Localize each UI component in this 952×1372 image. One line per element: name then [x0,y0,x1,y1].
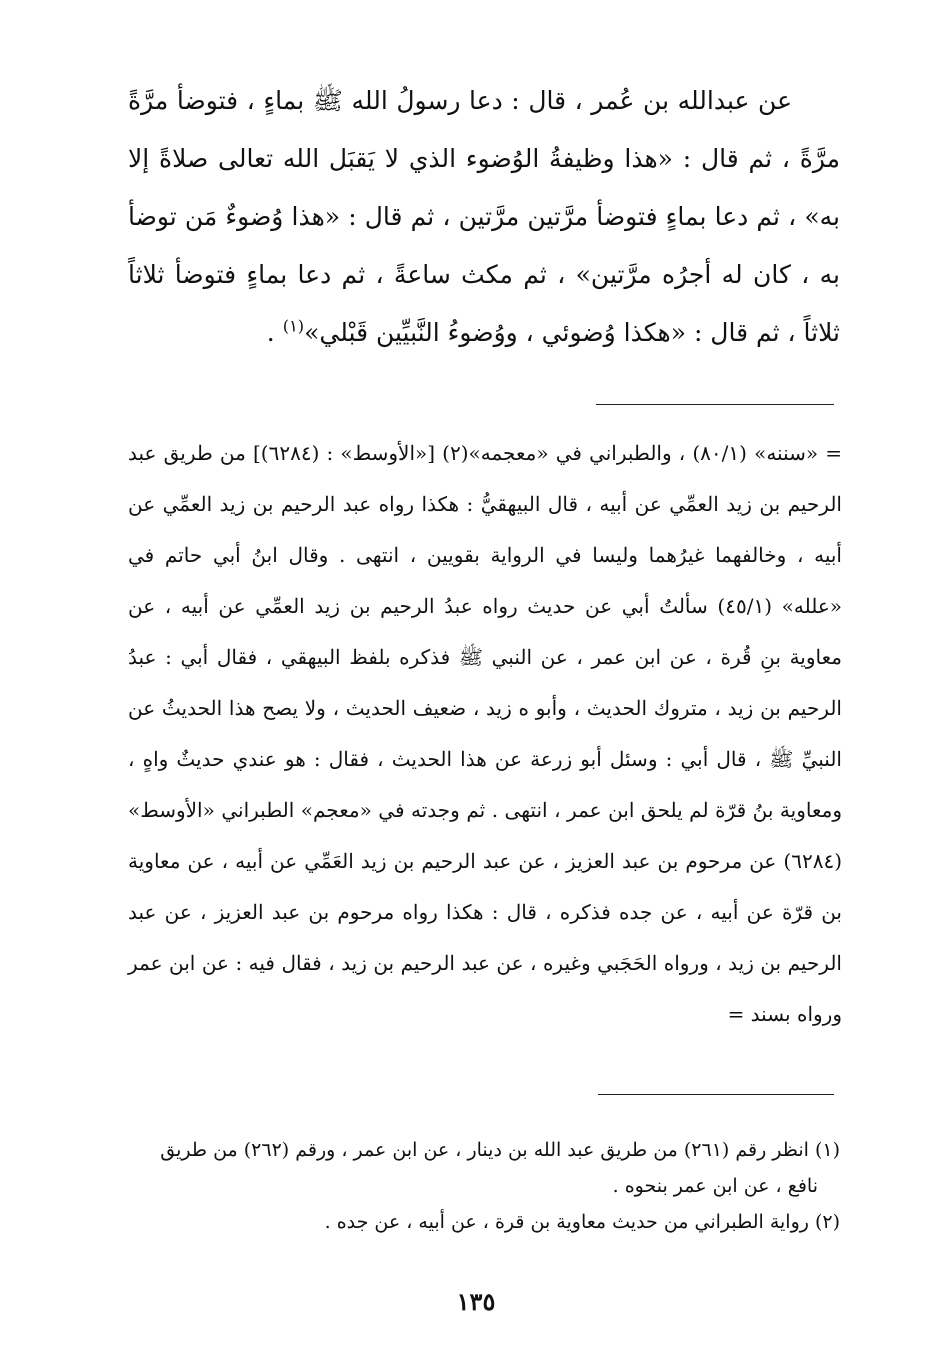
footnote-separator-bottom [598,1094,834,1095]
footnote-separator-top [596,404,834,405]
page-number: ١٣٥ [456,1287,496,1316]
footnote-ref-1: (١) [282,316,305,336]
hadith-body: عن عبدالله بن عُمر ، قال : دعا رسولُ الله ﷺ بماءٍ ، فتوضأ مرَّةً مرَّةً ، ثم قال : «هذا وظيفةُ الوُضوء الذي لا يَقبَل الله تعالى صلاةً إلا به» ، ثم دعا بماءٍ فتوضأ مرَّتين مرَّتين ، ثم قال : «هذا وُضوءٌ مَن توضأ به ، كان له أجرُه مرَّتين» ، ثم مكث ساعةً ، ثم دعا بماءٍ فتوضأ ثلاثاً ثلاثاً ، ثم قال : «هكذا وُضوئي ، ووُضوءُ النَّبيِّين قَبْلي» [128,86,840,347]
continued-footnote [128,428,842,1040]
main-hadith-text [128,72,840,362]
footnote-2-text: رواية الطبراني من حديث معاوية بن قرة ، عن أبيه ، عن جده . [324,1211,809,1233]
hadith-paragraph [128,72,840,362]
footnote-1-text: انظر رقم (٢٦١) من طريق عبد الله بن دينار ، عن ابن عمر ، ورقم (٢٦٢) من طريق [160,1139,809,1161]
footnote-2 [128,1204,840,1240]
footnote-1-number: (١) [814,1139,840,1161]
footnote-1 [128,1132,840,1168]
footnote-1-continuation: نافع ، عن ابن عمر بنحوه . [612,1175,818,1197]
hadith-end-punct: . [266,318,283,347]
continued-footnote-text: = «سننه» (٨٠/١) ، والطبراني في «معجمه»(٢) [«الأوسط» : (٦٢٨٤)] من طريق عبد الرحيم بن زيد العمِّي عن أبيه ، قال البيهقيُّ : هكذا رواه عبد الرحيم بن زيد العمِّي عن أبيه ، وخالفهما غيرُهما وليسا في الرواية بقويين ، انتهى . وقال ابنُ أبي حاتم في «علله» (٤٥/١) سألتُ أبي عن حديث رواه عبدُ الرحيم بن زيد العمِّي عن أبيه ، عن معاوية بنِ قُرة ، عن ابن عمر ، عن النبي ﷺ فذكره بلفظ البيهقي ، فقال أبي : عبدُ الرحيم بن زيد ، متروك الحديث ، وأبو ه زيد ، ضعيف الحديث ، ولا يصح هذا الحديثُ عن النبيِّ ﷺ ، قال أبي : وسئل أبو زرعة عن هذا الحديث ، فقال : هو عندي حديثٌ واهٍ ، ومعاوية بنُ قرّة لم يلحق ابن عمر ، انتهى . ثم وجدته في «معجم» الطبراني «الأوسط» (٦٢٨٤) عن مرحوم بن عبد العزيز ، عن عبد الرحيم بن زيد العَمِّي عن أبيه ، عن معاوية بن قرّة عن أبيه ، عن جده فذكره ، قال : هكذا رواه مرحوم بن عبد العزيز ، عن عبد الرحيم بن زيد ، ورواه الحَجَبي وغيره ، عن عبد الرحيم بن زيد ، فقال فيه : عن ابن عمر ورواه بسند = [128,441,842,1026]
footnotes [128,1132,840,1240]
footnote-2-number: (٢) [814,1211,840,1233]
